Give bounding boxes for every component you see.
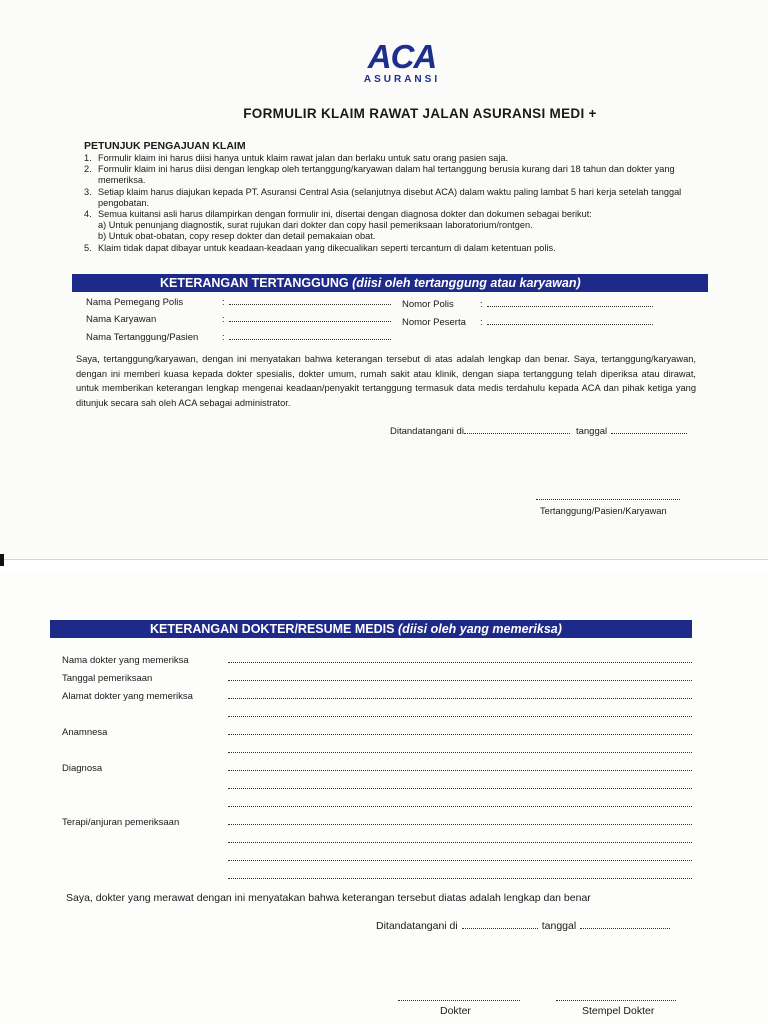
instruction-item: 5. Klaim tidak dapat dibayar untuk keadaan-keadaan yang dikecualikan seperti tercantum di dalam ketentuan polis. bbox=[84, 242, 556, 253]
instruction-subitem: b) Untuk obat-obatan, copy resep dokter dan detail pemakaian obat. bbox=[98, 231, 376, 242]
instruction-item: 4. Semua kuitansi asli harus dilampirkan dengan formulir ini, disertai dengan diagnosa dokter dan dokumen sebagai berikut: bbox=[84, 209, 592, 220]
instructions-list bbox=[84, 153, 684, 254]
diagnosis-input-line-3[interactable] bbox=[228, 806, 692, 807]
insured-section-header: KETERANGAN TERTANGGUNG (diisi oleh tertanggung atau karyawan) bbox=[72, 274, 708, 292]
therapy-input-line-3[interactable] bbox=[228, 860, 692, 861]
doctor-name-label: Nama dokter yang memeriksa bbox=[62, 655, 189, 666]
patient-name-input-line[interactable] bbox=[229, 332, 391, 340]
policy-holder-input-line[interactable] bbox=[229, 297, 391, 305]
policy-number-input-line[interactable] bbox=[487, 299, 653, 307]
policy-number-field[interactable]: Nomor Polis : bbox=[402, 299, 653, 310]
instructions-heading: PETUNJUK PENGAJUAN KLAIM bbox=[84, 140, 246, 152]
doctor-signature-line[interactable] bbox=[398, 1000, 520, 1001]
therapy-input-line[interactable] bbox=[228, 824, 692, 825]
policy-holder-field[interactable]: Nama Pemegang Polis : bbox=[86, 297, 391, 308]
form-title: FORMULIR KLAIM RAWAT JALAN ASURANSI MEDI + bbox=[243, 106, 597, 121]
exam-date-label: Tanggal pemeriksaan bbox=[62, 673, 153, 684]
instruction-item: 2. Formulir klaim ini harus diisi dengan lengkap oleh tertanggung/karyawan dalam hal tertanggung berusia kurang dari 18 tahun dan dokter yang memeriksa. bbox=[84, 164, 675, 186]
employee-name-field[interactable]: Nama Karyawan : bbox=[86, 314, 391, 325]
insured-signing-place-date[interactable]: Ditandatangani di tanggal bbox=[390, 426, 687, 437]
doctor-statement: Saya, dokter yang merawat dengan ini menyatakan bahwa keterangan tersebut diatas adalah lengkap dan benar bbox=[66, 892, 591, 904]
anamnesis-input-line-2[interactable] bbox=[228, 752, 692, 753]
insured-signing-place-input[interactable] bbox=[464, 426, 570, 434]
diagnosis-input-line[interactable] bbox=[228, 770, 692, 771]
diagnosis-input-line-2[interactable] bbox=[228, 788, 692, 789]
patient-name-field[interactable]: Nama Tertanggung/Pasien : bbox=[86, 332, 391, 343]
logo-main-text: ACA bbox=[367, 38, 437, 75]
doctor-stamp-line[interactable] bbox=[556, 1000, 676, 1001]
employee-name-input-line[interactable] bbox=[229, 314, 391, 322]
doctor-signing-date-input[interactable] bbox=[580, 921, 670, 929]
doctor-signing-place-date[interactable]: Ditandatangani di tanggal bbox=[376, 920, 670, 932]
doctor-address-input-line-2[interactable] bbox=[228, 716, 692, 717]
diagnosis-label: Diagnosa bbox=[62, 763, 103, 774]
doctor-address-label: Alamat dokter yang memeriksa bbox=[62, 691, 193, 702]
doctor-name-input-line[interactable] bbox=[228, 662, 692, 663]
doctor-form-sheet bbox=[0, 570, 768, 1024]
instruction-item: 1. Formulir klaim ini harus diisi hanya untuk klaim rawat jalan dan berlaku untuk satu orang pasien saja. bbox=[84, 153, 509, 163]
aca-logo bbox=[360, 40, 444, 86]
doctor-signing-place-input[interactable] bbox=[462, 921, 538, 929]
insured-signing-date-input[interactable] bbox=[611, 426, 687, 434]
scan-edge-mark bbox=[0, 554, 4, 566]
doctor-address-input-line[interactable] bbox=[228, 698, 692, 699]
doctor-stamp-caption: Stempel Dokter bbox=[582, 1005, 655, 1017]
member-number-input-line[interactable] bbox=[487, 317, 653, 325]
therapy-label: Terapi/anjuran pemeriksaan bbox=[62, 817, 180, 828]
exam-date-input-line[interactable] bbox=[228, 680, 692, 681]
logo-sub-text: ASURANSI bbox=[363, 74, 441, 85]
anamnesis-input-line[interactable] bbox=[228, 734, 692, 735]
therapy-input-line-4[interactable] bbox=[228, 878, 692, 879]
therapy-input-line-2[interactable] bbox=[228, 842, 692, 843]
instruction-item: 3. Setiap klaim harus diajukan kepada PT. Asuransi Central Asia (selanjutnya disebut ACA) dalam waktu paling lambat 5 hari kerja setelah tanggal pengobatan. bbox=[84, 186, 682, 208]
insured-statement: Saya, tertanggung/karyawan, dengan ini menyatakan bahwa keterangan tersebut di atas adalah lengkap dan benar. Saya, tertanggung/karyawan, dengan ini memberi kuasa kepada dokter spesialis, dokter umum, rumah sakit atau klinik, dengan siapa tertanggung telah diperiksa atau dirawat, untuk memberikan keterangan lengkap mengenai keadaan/penyakit tertanggung termasuk data medis terdahulu kepada ACA dan pihak ketiga yang ditunjuk secara sah oleh ACA sebagai administrator. bbox=[76, 354, 696, 408]
insured-signature-caption: Tertanggung/Pasien/Karyawan bbox=[540, 506, 667, 516]
member-number-field[interactable]: Nomor Peserta : bbox=[402, 317, 653, 328]
doctor-section-header: KETERANGAN DOKTER/RESUME MEDIS (diisi oleh yang memeriksa) bbox=[50, 620, 692, 638]
doctor-signature-caption: Dokter bbox=[440, 1005, 471, 1017]
insured-signature-line[interactable] bbox=[536, 499, 680, 500]
anamnesis-label: Anamnesa bbox=[62, 727, 108, 738]
instruction-subitem: a) Untuk penunjang diagnostik, surat rujukan dari dokter dan copy hasil pemeriksaan laboratorium/rontgen. bbox=[98, 220, 533, 231]
